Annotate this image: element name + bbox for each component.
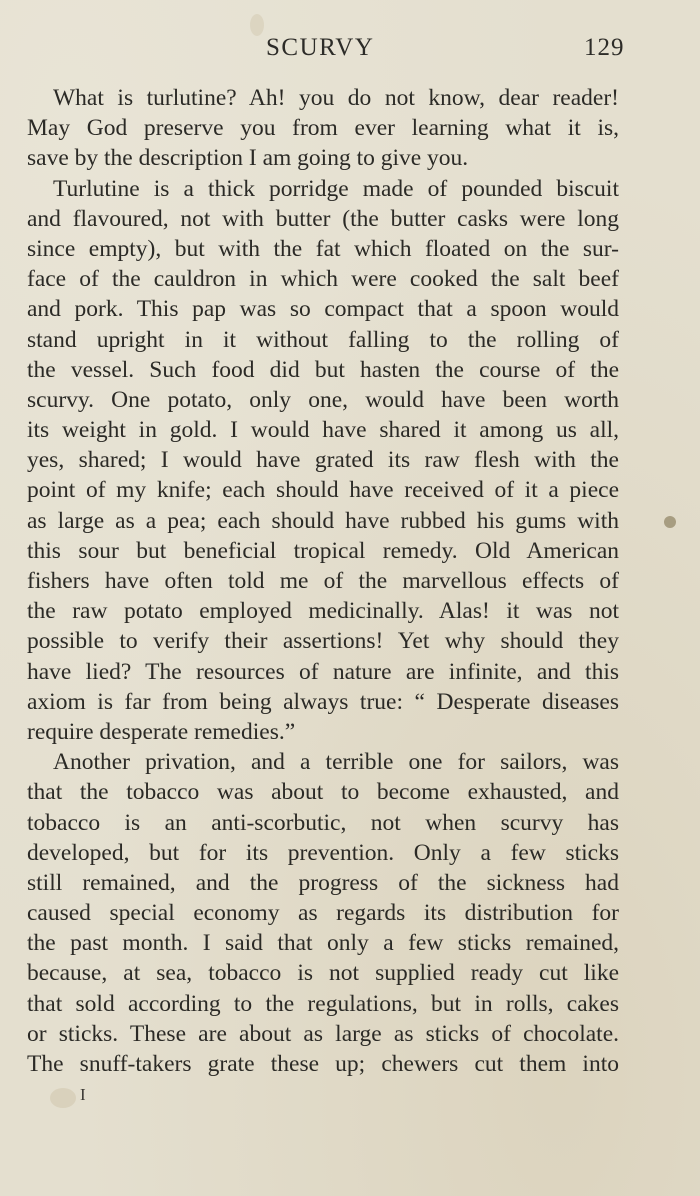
text-line: May God preserve you from ever learning what it is, xyxy=(27,115,619,142)
text-line: point of my knife; each should have received of it a piece xyxy=(27,477,619,504)
text-line: the past month. I said that only a few sticks remained, xyxy=(27,930,619,957)
text-line: that the tobacco was about to become exhausted, and xyxy=(27,779,619,806)
text-line: and flavoured, not with butter (the butter casks were long xyxy=(27,205,619,232)
text-line: fishers have often told me of the marvellous effects of xyxy=(27,568,619,594)
text-line: and pork. This pap was so compact that a spoon would xyxy=(27,296,619,323)
text-line: scurvy. One potato, only one, would have been worth xyxy=(27,386,619,413)
foxing-spot xyxy=(664,516,676,528)
text-line: the raw potato employed medicinally. Alas! it was not xyxy=(27,598,619,625)
text-line: Another privation, and a terrible one for sailors, was xyxy=(53,749,619,776)
text-line: or sticks. These are about as large as sticks of chocolate. xyxy=(27,1020,619,1047)
text-line: face of the cauldron in which were cooked the salt beef xyxy=(27,266,619,293)
text-line: this sour but beneficial tropical remedy. Old American xyxy=(27,537,619,564)
text-line: require desperate remedies.” xyxy=(27,718,296,745)
text-line: have lied? The resources of nature are infinite, and this xyxy=(27,658,619,685)
text-line: as large as a pea; each should have rubbed his gums with xyxy=(27,507,619,534)
text-line: still remained, and the progress of the sickness had xyxy=(27,869,619,896)
text-line: Turlutine is a thick porridge made of pounded biscuit xyxy=(53,175,619,202)
running-head-title: SCURVY xyxy=(266,34,375,61)
text-line: the vessel. Such food did but hasten the course of the xyxy=(27,356,619,383)
text-line: caused special economy as regards its distribution for xyxy=(27,900,619,927)
text-line: possible to verify their assertions! Yet why should they xyxy=(27,628,619,655)
page-number: 129 xyxy=(584,34,625,61)
text-line: that sold according to the regulations, but in rolls, cakes xyxy=(27,990,619,1017)
foxing-spot xyxy=(50,1088,76,1108)
foxing-spot xyxy=(250,14,264,36)
text-line: stand upright in it without falling to the rolling of xyxy=(27,326,619,353)
signature-mark: I xyxy=(80,1085,86,1104)
text-line: yes, shared; I would have grated its raw flesh with the xyxy=(27,447,619,474)
text-line: What is turlutine? Ah! you do not know, dear reader! xyxy=(53,85,619,111)
text-line: axiom is far from being always true: “ Desperate diseases xyxy=(27,688,619,715)
text-line: developed, but for its prevention. Only a few sticks xyxy=(27,839,619,866)
text-line: because, at sea, tobacco is not supplied ready cut like xyxy=(27,960,619,987)
running-head xyxy=(0,34,700,66)
text-line: tobacco is an anti-scorbutic, not when scurvy has xyxy=(27,809,619,836)
text-line: save by the description I am going to give you. xyxy=(27,145,469,172)
text-line: The snuff-takers grate these up; chewers cut them into xyxy=(27,1051,619,1077)
text-line: since empty), but with the fat which floated on the sur- xyxy=(27,235,619,262)
text-line: its weight in gold. I would have shared it among us all, xyxy=(27,417,619,444)
body-text xyxy=(27,83,619,1079)
